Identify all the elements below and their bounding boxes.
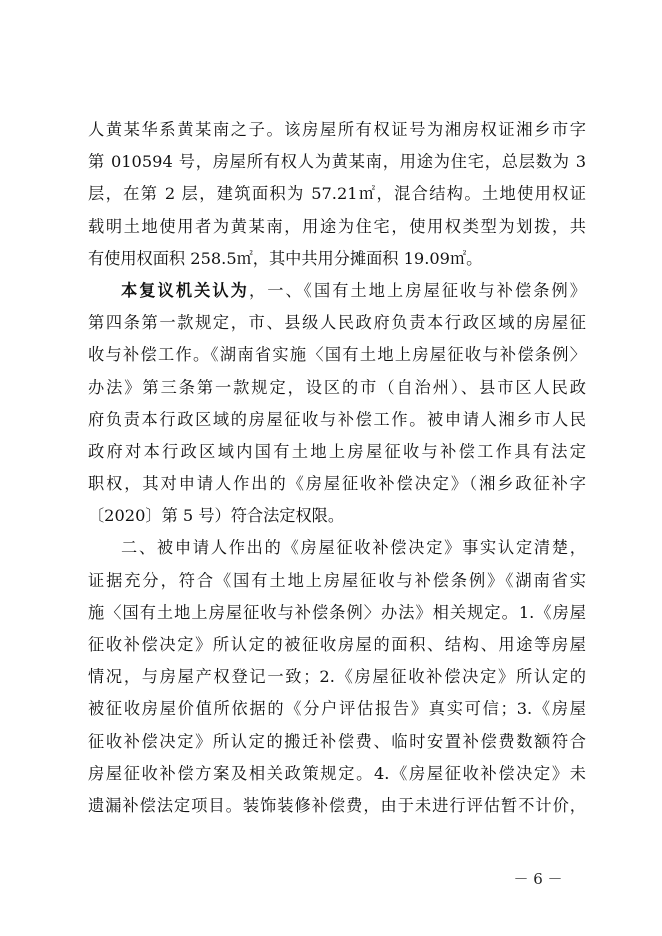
text-line: 情况，与房屋产权登记一致；2.《房屋征收补偿决定》所认定的 (88, 667, 586, 687)
text-line: 证据充分，符合《国有土地上房屋征收与补偿条例》《湖南省实 (88, 570, 586, 590)
text-line: 被征收房屋价值所依据的《分户评估报告》真实可信；3.《房屋 (88, 699, 586, 719)
text-line: 征收补偿决定》所认定的被征收房屋的面积、结构、用途等房屋 (88, 635, 586, 654)
text-line: 办法》第三条第一款规定，设区的市（自治州）、县市区人民政 (88, 377, 586, 397)
text-line: 载明土地使用者为黄某南，用途为住宅，使用权类型为划拨，共 (88, 216, 586, 236)
text-span: ，一、《国有土地上房屋征收与补偿条例》 (248, 280, 586, 300)
text-line: 收与补偿工作。《湖南省实施〈国有土地上房屋征收与补偿条例〉 (88, 345, 586, 365)
text-line: 第 010594 号，房屋所有权人为黄某南，用途为住宅，总层数为 3 (88, 152, 586, 172)
bold-lead-text: 本复议机关认为 (121, 280, 249, 300)
text-line: 府负责本行政区域的房屋征收与补偿工作。被申请人湘乡市人民 (88, 409, 586, 429)
paragraph-fact-finding (88, 532, 586, 822)
text-line: 房屋征收补偿方案及相关政策规定。4.《房屋征收补偿决定》未 (88, 763, 586, 783)
text-line: 职权，其对申请人作出的《房屋征收补偿决定》（湘乡政征补字 (88, 474, 586, 494)
text-line: 施〈国有土地上房屋征收与补偿条例〉办法》相关规定。1.《房屋 (88, 602, 586, 622)
page-number: － 6 － (513, 870, 563, 888)
paragraph-property-description (88, 114, 586, 275)
text-line: 〔2020〕第 5 号）符合法定权限。 (88, 506, 345, 526)
text-line (88, 275, 586, 307)
paragraph-review-authority (88, 275, 586, 533)
text-line: 遗漏补偿法定项目。装饰装修补偿费，由于未进行评估暂不计价， (88, 795, 586, 815)
text-line: 征收补偿决定》所认定的搬迁补偿费、临时安置补偿费数额符合 (88, 731, 586, 751)
text-line: 政府对本行政区域内国有土地上房屋征收与补偿工作具有法定 (88, 441, 586, 461)
text-line: 有使用权面积 258.5㎡，其中共用分摊面积 19.09㎡。 (88, 248, 483, 268)
text-line: 人黄某华系黄某南之子。该房屋所有权证号为湘房权证湘乡市字 (88, 120, 586, 139)
document-body (88, 114, 586, 822)
text-line: 二、被申请人作出的《房屋征收补偿决定》事实认定清楚， (121, 538, 586, 558)
text-line: 层，在第 2 层，建筑面积为 57.21㎡，混合结构。土地使用权证 (88, 184, 586, 204)
text-line: 第四条第一款规定，市、县级人民政府负责本行政区域的房屋征 (88, 313, 586, 333)
